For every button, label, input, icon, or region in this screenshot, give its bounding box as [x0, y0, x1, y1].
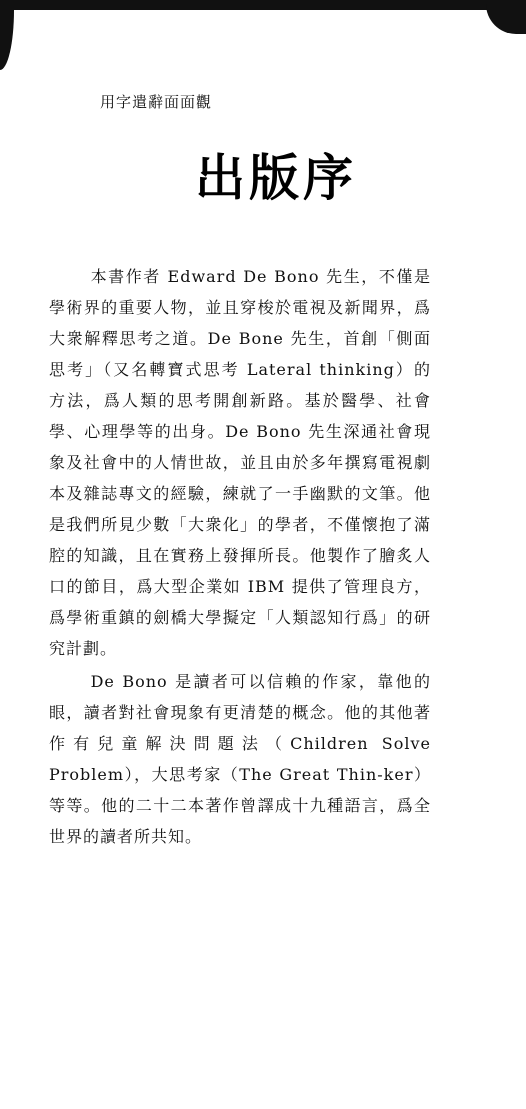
paragraph-2: De Bono 是讀者可以信賴的作家，靠他的眼，讀者對社會現象有更清楚的概念。他的其他著作有兒童解決問題法（Children Solve Problem），大思考家（The Great Thin-ker）等等。他的二十二本著作曾譯成十九種語言，爲全世界的讀者所共知。 — [49, 672, 431, 846]
paragraph-1: 本書作者 Edward De Bono 先生，不僅是學術界的重要人物，並且穿梭於電視及新聞界，爲大衆解釋思考之道。De Bone 先生，首創「側面思考」（又名轉寶式思考 Lateral thinking）的方法，爲人類的思考開創新路。基於醫學、社會學、心理學等的出身。De Bono 先生深通社會現象及社會中的人情世故，並且由於多年撰寫電視劇本及雜誌專文的經驗，練就了一手幽默的文筆。他是我們所見少數「大衆化」的學者，不僅懷抱了滿腔的知識，且在實務上發揮所長。他製作了膾炙人口的節目，爲大型企業如 IBM 提供了管理良方，爲學術重鎮的劍橋大學擬定「人類認知行爲」的研究計劃。 — [49, 267, 431, 658]
scan-edge-notch — [14, 10, 244, 18]
body-text — [49, 261, 431, 854]
scan-edge-left — [0, 0, 14, 70]
section-heading: 出版序 — [195, 149, 357, 207]
scan-edge-top — [0, 0, 526, 10]
scan-edge-right — [486, 0, 526, 34]
series-title: 用字遣辭面面觀 — [100, 93, 213, 111]
